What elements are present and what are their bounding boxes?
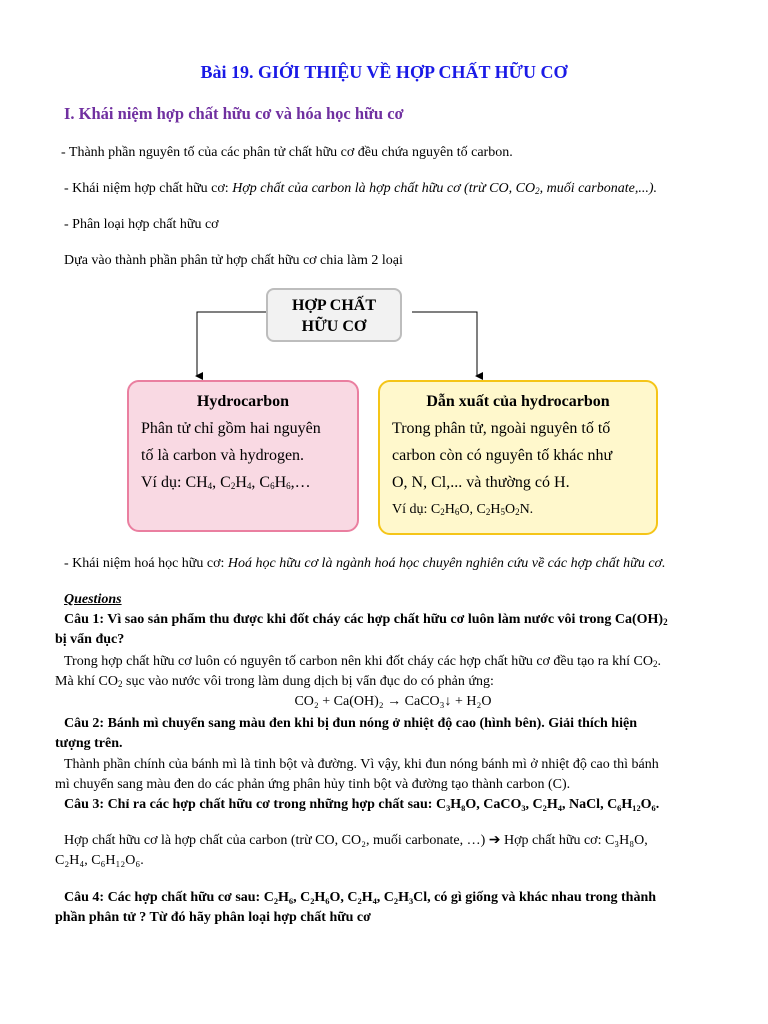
hydrocarbon-line-2: tố là carbon và hydrogen.	[141, 447, 305, 464]
section-heading: I. Khái niệm hợp chất hữu cơ và hóa học hữu cơ	[64, 104, 404, 123]
derivative-line-1: Trong phân tử, ngoài nguyên tố tố	[392, 420, 611, 437]
connector-left	[197, 312, 266, 376]
intro-line-3: - Phân loại hợp chất hữu cơ	[64, 217, 219, 232]
diagram-root-box	[266, 288, 402, 342]
question-1: Câu 1: Vì sao sản phẩm thu được khi đốt cháy các hợp chất hữu cơ luôn làm nước vôi trong $Ca(OH)_2$	[64, 612, 668, 627]
organic-chem-definition: - Khái niệm hoá học hữu cơ: Hoá học hữu cơ là ngành hoá học chuyên nghiên cứu về các hợp chất hữu cơ.	[64, 556, 666, 571]
answer-3-line-2: C₂H₄, C₆H₁₂O₆.	[55, 853, 144, 868]
question-4-cont: phần phân tử ? Từ đó hãy phân loại hợp chất hữu cơ	[55, 910, 371, 925]
diagram-root-line-2: HỮU CƠ	[301, 318, 367, 335]
question-2-cont: tượng trên.	[55, 736, 123, 751]
derivative-example: Ví dụ: $C_2H_6O$, $C_2H_5O_2N$.	[392, 502, 534, 517]
derivative-line-3: O, N, Cl,... và thường có H.	[392, 474, 570, 491]
hydrocarbon-line-1: Phân tử chỉ gồm hai nguyên	[141, 420, 321, 437]
derivative-heading: Dẫn xuất của hydrocarbon	[426, 393, 610, 410]
question-3: Câu 3: Chỉ ra các hợp chất hữu cơ trong những hợp chất sau: C₃H₈O, CaCO₃, C₂H₄, NaCl, C₆H₁₂O₆.	[64, 797, 660, 812]
questions-heading: Questions	[64, 592, 122, 607]
question-2: Câu 2: Bánh mì chuyển sang màu đen khi bị đun nóng ở nhiệt độ cao (hình bên). Giải thích hiện	[64, 716, 637, 731]
hydrocarbon-box	[127, 380, 359, 532]
intro-line-2: - Khái niệm hợp chất hữu cơ: Hợp chất của carbon là hợp chất hữu cơ (trừ CO, $CO_2$, muối carbonate,...).	[64, 181, 658, 196]
diagram-root-line-1: HỢP CHẤT	[291, 297, 376, 314]
hydrocarbon-example: Ví dụ: $CH_4$, $C_2H_4$, $C_6H_6,\dots$	[141, 474, 311, 491]
answer-2-line-1: Thành phần chính của bánh mì là tinh bột và đường. Vì vậy, khi đun nóng bánh mì ở nhiệt độ cao thì bánh	[64, 757, 659, 772]
connector-right	[412, 312, 477, 376]
answer-3-line-1: Hợp chất hữu cơ là hợp chất của carbon (trừ CO, CO₂, muối carbonate, …) ➔ Hợp chất hữu cơ: C₃H₈O,	[64, 833, 648, 848]
derivative-box	[378, 380, 658, 535]
question-4: Câu 4: Các hợp chất hữu cơ sau: C₂H₆, C₂H₆O, C₂H₄, C₂H₃Cl, có gì giống và khác nhau trong thành	[64, 890, 657, 905]
intro-line-4: Dựa vào thành phần phân tử hợp chất hữu cơ chia làm 2 loại	[64, 253, 403, 268]
question-1-cont: bị vẩn đục?	[55, 632, 125, 647]
answer-1-line-2: Mà khí $CO_2$ sục vào nước vôi trong làm dung dịch bị vẩn đục do có phản ứng:	[55, 674, 494, 689]
hydrocarbon-heading: Hydrocarbon	[196, 393, 290, 410]
derivative-line-2: carbon còn có nguyên tố khác như	[392, 447, 613, 464]
answer-2-line-2: mì chuyển sang màu đen do các phản ứng phân hủy tinh bột và đường tạo thành carbon (C).	[55, 777, 571, 792]
intro-line-1: - Thành phần nguyên tố của các phân tử chất hữu cơ đều chứa nguyên tố carbon.	[61, 145, 513, 160]
page-title: Bài 19. GIỚI THIỆU VỀ HỢP CHẤT HỮU CƠ	[200, 62, 568, 82]
answer-1-line-1: Trong hợp chất hữu cơ luôn có nguyên tố carbon nên khi đốt cháy các hợp chất hữu cơ đều tạo ra khí $CO_2$.	[64, 654, 661, 669]
reaction-equation: CO₂ + Ca(OH)₂ → CaCO₃↓ + H₂O	[294, 694, 492, 709]
